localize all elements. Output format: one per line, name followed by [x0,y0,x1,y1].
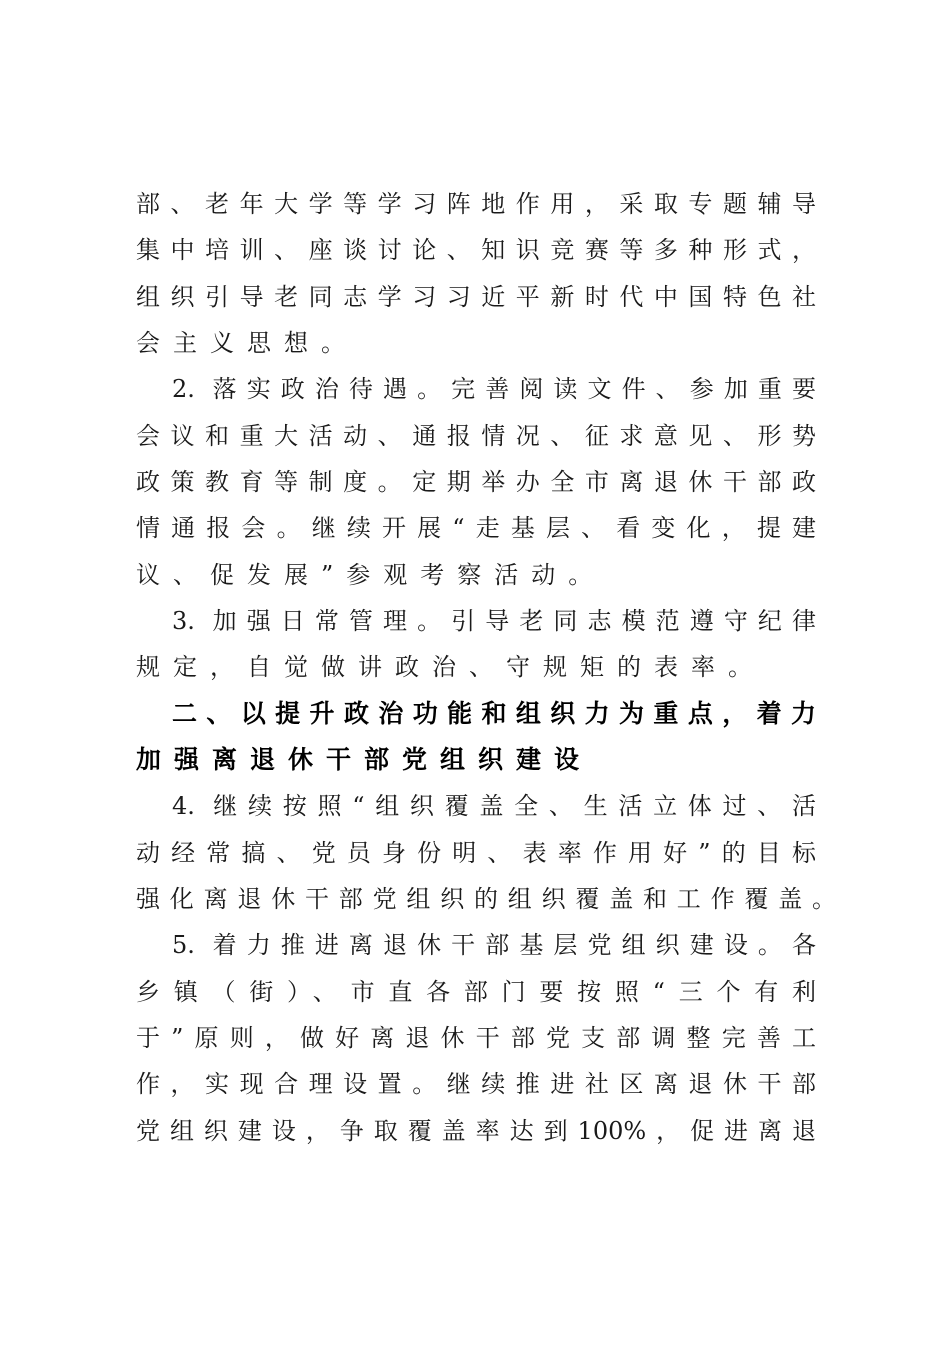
text-line: 党组织建设，争取覆盖率达到100%，促进离退 [136,1117,816,1145]
text-line: 规定，自觉做讲政治、守规矩的表率。 [136,653,765,681]
paragraph-item-4: 4. 继续按照“组织覆盖全、生活立体过、活 [172,792,816,820]
text-line: 会主义思想。 [136,329,358,357]
paragraph-item-5: 5. 着力推进离退休干部基层党组织建设。各 [172,931,816,959]
paragraph-item-2: 2. 落实政治待遇。完善阅读文件、参加重要 [172,375,816,403]
paragraph-item-3: 3. 加强日常管理。引导老同志模范遵守纪律 [172,607,816,635]
text-line: 组织引导老同志学习习近平新时代中国特色社 [136,283,816,311]
text-line: 会议和重大活动、通报情况、征求意见、形势 [136,422,816,450]
text-line: 情通报会。继续开展“走基层、看变化，提建 [136,514,816,542]
text-line: 强化离退休干部党组织的组织覆盖和工作覆盖。 [136,885,836,913]
text-line: 集中培训、座谈讨论、知识竞赛等多种形式， [136,236,816,264]
section-heading: 二、以提升政治功能和组织力为重点，着力 [172,699,816,728]
text-line: 部、老年大学等学习阵地作用，采取专题辅导 [136,190,816,218]
text-line: 于”原则，做好离退休干部党支部调整完善工 [136,1024,816,1052]
text-line: 乡镇（街）、市直各部门要按照“三个有利 [136,978,816,1006]
text-line: 议、促发展”参观考察活动。 [136,561,606,589]
text-line: 作，实现合理设置。继续推进社区离退休干部 [136,1070,816,1098]
section-heading-continued: 加强离退休干部党组织建设 [136,745,593,774]
text-line: 政策教育等制度。定期举办全市离退休干部政 [136,468,816,496]
text-line: 动经常搞、党员身份明、表率作用好”的目标 [136,839,816,867]
